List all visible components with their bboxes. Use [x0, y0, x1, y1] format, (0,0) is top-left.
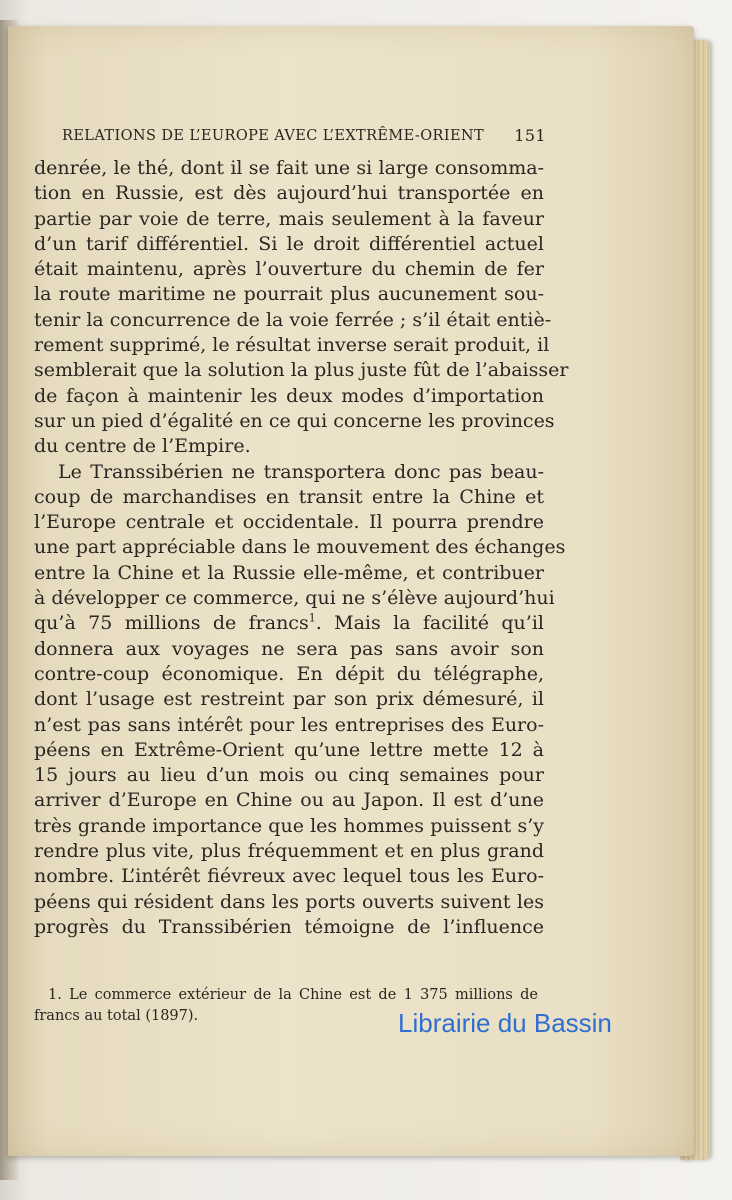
page-number: 151 — [514, 126, 546, 145]
text-line: de façon à maintenir les deux modes d’importation — [34, 384, 544, 407]
text-line: arriver d’Europe en Chine ou au Japon. Il est d’une — [34, 789, 544, 812]
text-line: denrée, le thé, dont il se fait une si large consomma- — [34, 157, 544, 179]
text-line-with-footnote — [34, 611, 544, 636]
text-line: très grande importance que les hommes puissent s’y — [34, 814, 544, 837]
running-head-title: RELATIONS DE L’EUROPE AVEC L’EXTRÊME-ORIENT — [62, 128, 485, 144]
running-head — [62, 128, 546, 144]
text-line: partie par voie de terre, mais seulement à la faveur — [34, 207, 544, 230]
paragraph-first-line: Le Transsibérien ne transportera donc pas beau- — [58, 460, 544, 483]
text-line: tenir la concurrence de la voie ferrée ; s’il était entiè- — [34, 308, 552, 331]
text-line: à développer ce commerce, qui ne s’élève aujourd’hui — [34, 587, 555, 610]
text-line: la route maritime ne pourrait plus aucunement sou- — [34, 283, 544, 306]
text-line: d’un tarif différentiel. Si le droit différentiel actuel — [34, 232, 544, 255]
text-line: l’Europe centrale et occidentale. Il pourra prendre — [34, 511, 544, 534]
text-line: 15 jours au lieu d’un mois ou cinq semaines pour — [34, 764, 544, 787]
text-line: semblerait que la solution la plus juste fût de l’abaisser — [34, 359, 569, 382]
footnote-line: 1. Le commerce extérieur de la Chine est de 1 375 millions de — [48, 987, 538, 1003]
text-line: péens qui résident dans les ports ouverts suivent les — [34, 890, 544, 913]
text-line: nombre. L’intérêt fiévreux avec lequel tous les Euro- — [34, 865, 544, 888]
text-line: donnera aux voyages ne sera pas sans avoir son — [34, 637, 544, 660]
seller-watermark: Librairie du Bassin — [398, 1008, 612, 1038]
text-line: sur un pied d’égalité en ce qui concerne les provinces — [34, 409, 555, 432]
text-before-footnote: qu’à 75 millions de francs — [34, 612, 309, 635]
text-line: n’est pas sans intérêt pour les entreprises des Euro- — [34, 713, 544, 736]
text-line: péens en Extrême-Orient qu’une lettre mette 12 à — [34, 738, 544, 761]
text-line: tion en Russie, est dès aujourd’hui transportée en — [34, 182, 544, 205]
text-line: était maintenu, après l’ouverture du chemin de fer — [34, 258, 544, 281]
text-line: dont l’usage est restreint par son prix démesuré, il — [34, 688, 544, 711]
footnote-marker[interactable]: 1 — [308, 612, 316, 626]
text-line: progrès du Transsibérien témoigne de l’influence — [34, 915, 544, 938]
body-text — [34, 156, 569, 940]
text-line: rendre plus vite, plus fréquemment et en plus grand — [34, 840, 544, 863]
text-line: du centre de l’Empire. — [34, 435, 251, 458]
text-line: contre-coup économique. En dépit du télégraphe, — [34, 662, 544, 685]
text-after-footnote: . Mais la facilité qu’il — [315, 612, 544, 635]
text-line: une part appréciable dans le mouvement des échanges — [34, 536, 566, 559]
text-line: coup de marchandises en transit entre la Chine et — [34, 485, 544, 508]
footnote-line: francs au total (1897). — [34, 1008, 199, 1024]
text-line: rement supprimé, le résultat inverse serait produit, il — [34, 334, 550, 357]
text-line: entre la Chine et la Russie elle-même, et contribuer — [34, 561, 544, 584]
